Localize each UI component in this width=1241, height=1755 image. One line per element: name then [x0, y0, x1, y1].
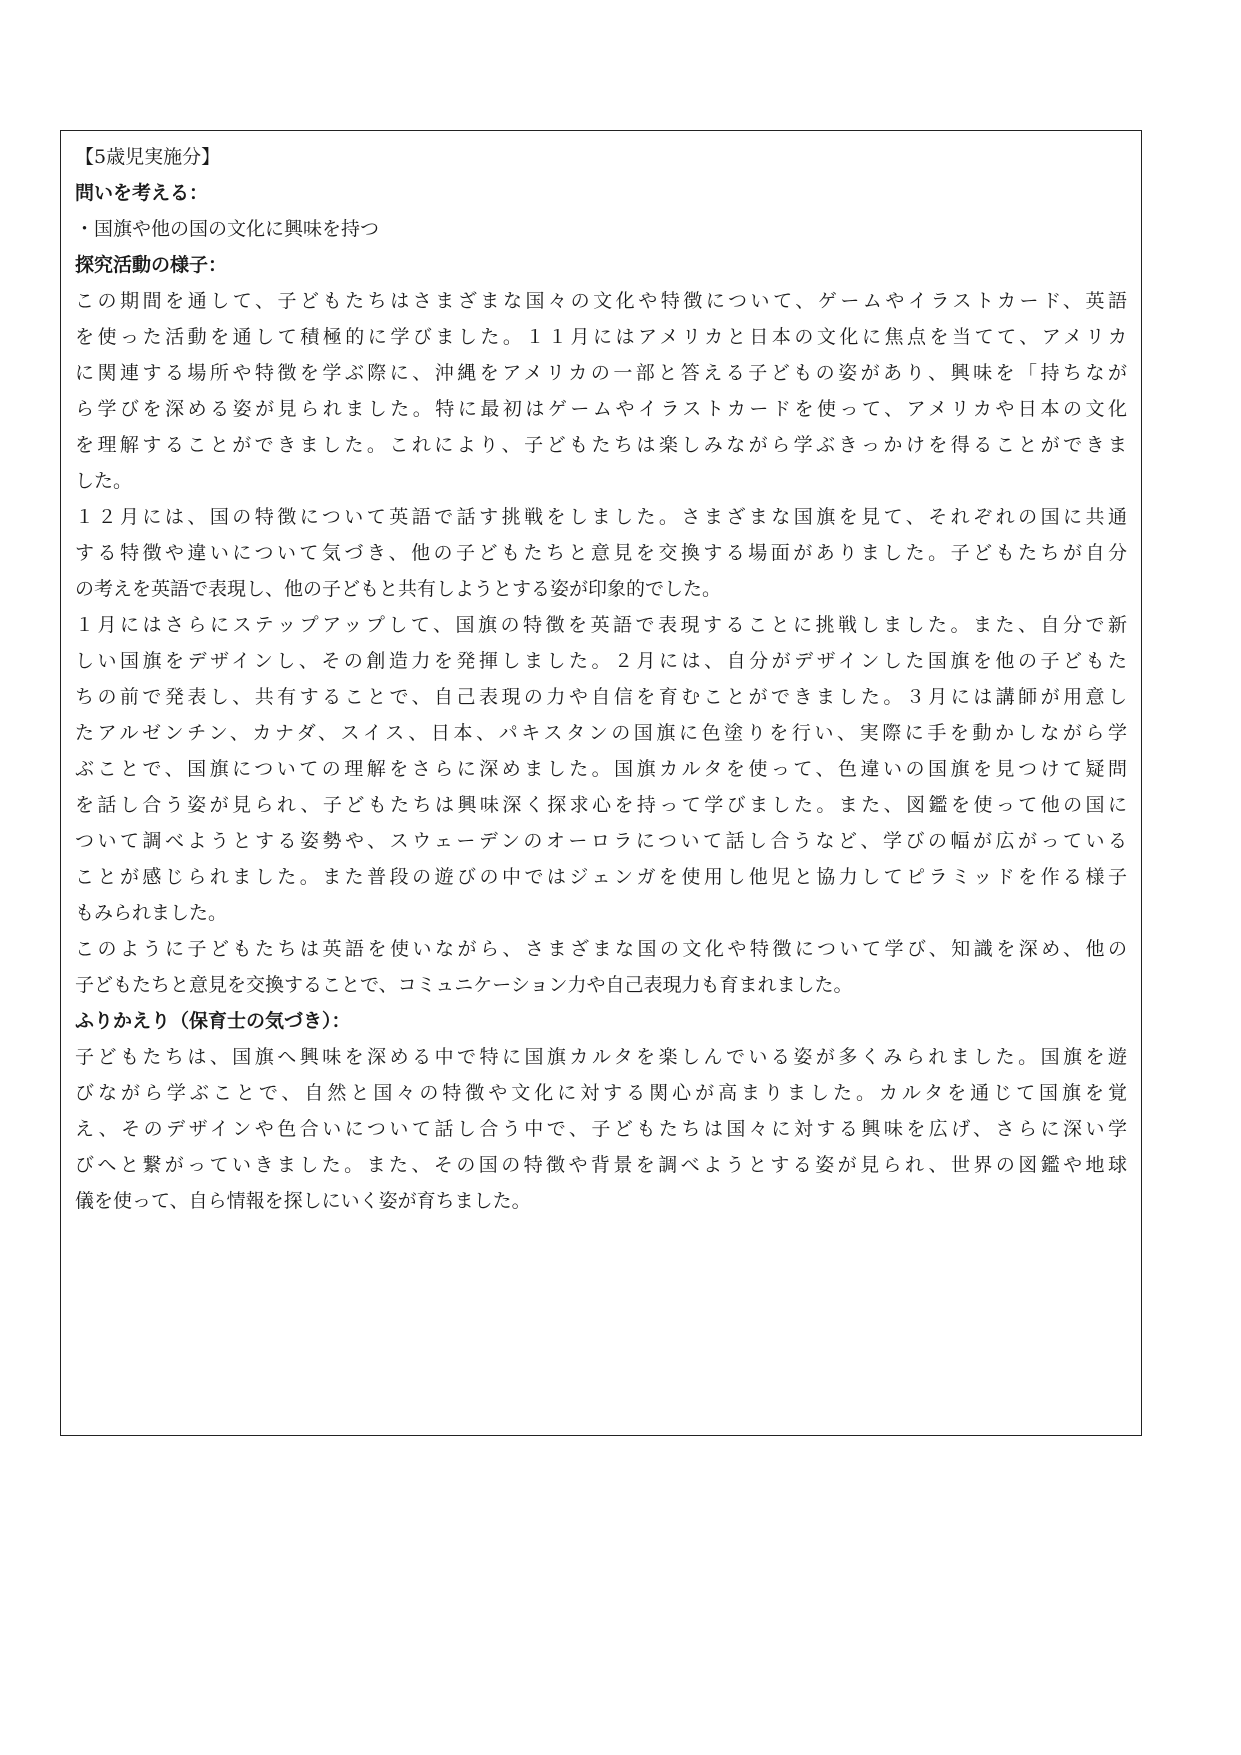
- activity-line: ことが感じられました。また普段の遊びの中ではジェンガを使用し他児と協力してピラミッドを作る様子: [75, 866, 1127, 888]
- activity-heading: 探究活動の様子：: [75, 254, 228, 276]
- reflection-line: え、そのデザインや色合いについて話し合う中で、子どもたちは国々に対する興味を広げ、さらに深い学: [75, 1118, 1127, 1140]
- activity-line: もみられました。: [75, 902, 228, 924]
- report-box: [60, 130, 1142, 1436]
- activity-body: [75, 283, 1127, 1003]
- activity-line: を理解することができました。これにより、子どもたちは楽しみながら学ぶきっかけを得ることができま: [75, 434, 1127, 456]
- activity-line: した。: [75, 470, 133, 492]
- activity-line: １月にはさらにステップアップして、国旗の特徴を英語で表現することに挑戦しました。また、自分で新: [75, 614, 1127, 636]
- activity-line: ついて調べようとする姿勢や、スウェーデンのオーロラについて話し合うなど、学びの幅が広がっている: [75, 830, 1127, 852]
- reflection-line: 子どもたちは、国旗へ興味を深める中で特に国旗カルタを楽しんでいる姿が多くみられました。国旗を遊: [75, 1046, 1127, 1068]
- reflection-body: [75, 1039, 1127, 1219]
- activity-line: ぶことで、国旗についての理解をさらに深めました。国旗カルタを使って、色違いの国旗を見つけて疑問: [75, 758, 1127, 780]
- reflection-line: びながら学ぶことで、自然と国々の特徴や文化に対する関心が高まりました。カルタを通じて国旗を覚: [75, 1082, 1127, 1104]
- section-title: 【5歳児実施分】: [75, 146, 221, 168]
- activity-line: の考えを英語で表現し、他の子どもと共有しようとする姿が印象的でした。: [75, 578, 722, 600]
- question-heading: 問いを考える：: [75, 182, 209, 204]
- activity-line: たアルゼンチン、カナダ、スイス、日本、パキスタンの国旗に色塗りを行い、実際に手を動かしながら学: [75, 722, 1127, 744]
- activity-line: １２月には、国の特徴について英語で話す挑戦をしました。さまざまな国旗を見て、それぞれの国に共通: [75, 506, 1127, 528]
- reflection-line: 儀を使って、自ら情報を探しにいく姿が育ちました。: [75, 1190, 531, 1212]
- activity-line: しい国旗をデザインし、その創造力を発揮しました。２月には、自分がデザインした国旗を他の子どもた: [75, 650, 1127, 672]
- activity-line: を使った活動を通して積極的に学びました。１１月にはアメリカと日本の文化に焦点を当てて、アメリカ: [75, 326, 1127, 348]
- question-item: ・国旗や他の国の文化に興味を持つ: [75, 218, 380, 240]
- reflection-heading: ふりかえり（保育士の気づき）：: [75, 1010, 351, 1032]
- reflection-line: びへと繋がっていきました。また、その国の特徴や背景を調べようとする姿が見られ、世界の図鑑や地球: [75, 1154, 1127, 1176]
- activity-line: ら学びを深める姿が見られました。特に最初はゲームやイラストカードを使って、アメリカや日本の文化: [75, 398, 1127, 420]
- activity-line: このように子どもたちは英語を使いながら、さまざまな国の文化や特徴について学び、知識を深め、他の: [75, 938, 1127, 960]
- activity-line: する特徴や違いについて気づき、他の子どもたちと意見を交換する場面がありました。子どもたちが自分: [75, 542, 1127, 564]
- activity-line: を話し合う姿が見られ、子どもたちは興味深く探求心を持って学びました。また、図鑑を使って他の国に: [75, 794, 1127, 816]
- activity-line: この期間を通して、子どもたちはさまざまな国々の文化や特徴について、ゲームやイラストカード、英語: [75, 290, 1127, 312]
- activity-line: 子どもたちと意見を交換することで、コミュニケーション力や自己表現力も育まれました。: [75, 974, 853, 996]
- activity-line: ちの前で発表し、共有することで、自己表現の力や自信を育むことができました。３月には講師が用意し: [75, 686, 1127, 708]
- activity-line: に関連する場所や特徴を学ぶ際に、沖縄をアメリカの一部と答える子どもの姿があり、興味を「持ちなが: [75, 362, 1127, 384]
